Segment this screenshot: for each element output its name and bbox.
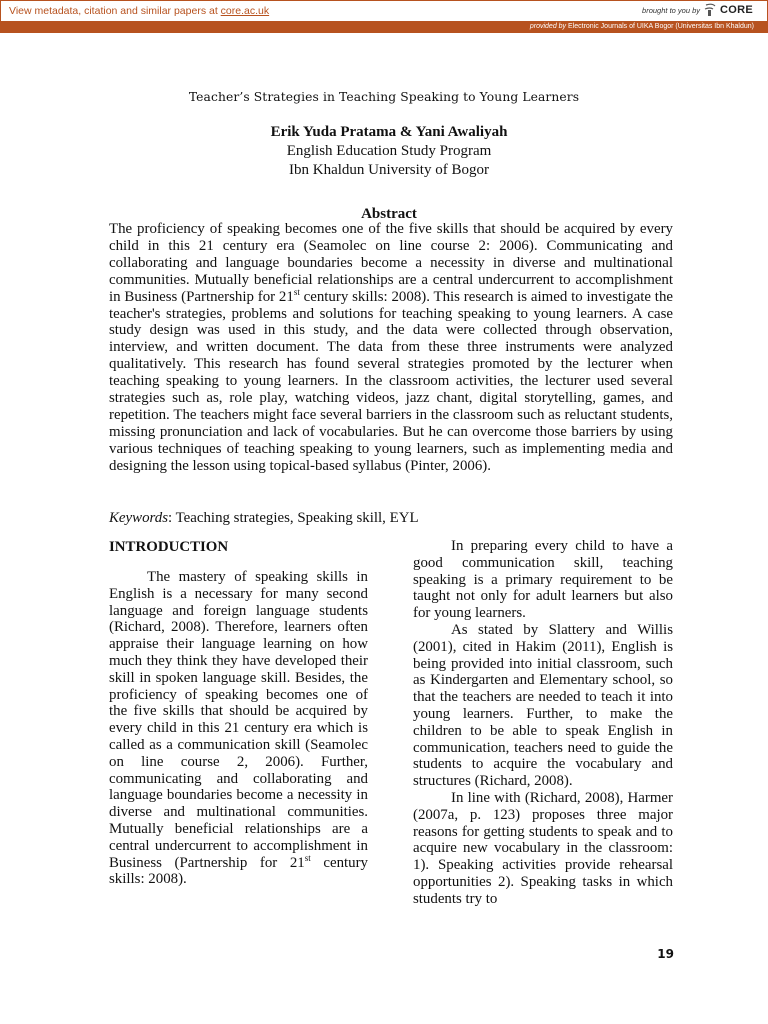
right-paragraph-3: In line with (Richard, 2008), Harmer (2007a, p. 123) proposes three major reasons for getting students to speak and to acquire new vocabulary in the classroom: 1). Speaking activities provide rehearsal opportunities 2). Speaking tasks in which students try to: [413, 789, 673, 907]
introduction-heading: INTRODUCTION: [109, 539, 229, 555]
abstract-text-part1: The proficiency of speaking becomes one of the five skills that should be acquired by every child in this 21 century era (Seamolec on line course 2: 2006). Communicating and collaborating and language boundaries become a necessity in diverse and multinational communities. Mutually beneficial relationships are a central undercurrent to accomplishment in Business (Partnership for 21: [109, 221, 673, 305]
paper-title: Teacher’s Strategies in Teaching Speaking to Young Learners: [188, 90, 580, 104]
left-column: [109, 538, 368, 888]
intro-paragraph-1-part1: The mastery of speaking skills in English is a necessary for many second language and foreign language students (Richard, 2008). Therefore, learners often appraise their language learning on how much they think they have developed their skill in spoken language skill. Besides, the proficiency of speaking becomes one of the five skills that should be acquired by every child in this 21 century era which is called as a communication skill (Seamolec on line course 2, 2006). Further, communicating and collaborating and language boundaries become a necessity in diverse and multinational communities. Mutually beneficial relationships are a central undercurrent to accomplishment in Business (Partnership for 21: [109, 569, 368, 871]
keywords-label: Keywords: [109, 510, 169, 526]
abstract-superscript: st: [293, 286, 300, 297]
core-provider-strip: [0, 21, 768, 33]
page-number: 19: [657, 947, 674, 961]
abstract-text: [109, 221, 673, 475]
core-brand-name: CORE: [720, 4, 753, 16]
abstract-heading: Abstract: [361, 206, 417, 222]
brought-by-label: brought to you by: [642, 5, 701, 15]
affiliation-university: Ibn Khaldun University of Bogor: [289, 162, 489, 178]
core-banner-top: [0, 0, 768, 22]
author-names: Erik Yuda Pratama & Yani Awaliyah: [270, 124, 508, 140]
provider-line: [530, 21, 754, 33]
provided-by-label: provided by: [529, 23, 567, 30]
keywords-line: [109, 510, 673, 527]
metadata-link-line: [9, 5, 269, 17]
metadata-link-prefix: View metadata, citation and similar papers at: [9, 5, 221, 17]
core-banner: [0, 0, 768, 33]
core-logo-icon: [703, 3, 717, 17]
core-branding[interactable]: [642, 3, 753, 17]
abstract-text-part2: century skills: 2008). This research is aimed to investigate the teacher's strategies, problems and solutions for teaching speaking to young learners. A case study design was used in this study, and the data were collected through observation, interview, and written document. The data from these three instruments were analyzed qualitatively. This research has found several strategies promoted by the lecturer when teaching speaking to young learners. In the classroom activities, the lecturer used several strategies such as, role play, watching videos, jazz chant, digital storytelling, games, and repetition. The teachers might face several barriers in the classroom such as reluctant students, missing pronunciation and lack of vocabularies. But he can overcome those barriers by using various techniques of teaching speaking to young learners, such as implementing media and designing the lesson using topical-based syllabus (Pinter, 2006).: [109, 288, 673, 474]
right-paragraph-2: As stated by Slattery and Willis (2001), cited in Hakim (2011), English is being provided into initial classroom, such as Kindergarten and Elementary school, so that the teachers are needed to teach it into young learners. Further, to make the children to be able to speak English in communication, teachers need to guide the students to acquire the vocabulary and structures (Richard, 2008).: [413, 621, 673, 790]
intro-superscript: st: [304, 852, 311, 863]
provider-name: Electronic Journals of UIKA Bogor (Universitas Ibn Khaldun): [566, 23, 754, 30]
keywords-text: : Teaching strategies, Speaking skill, EYL: [168, 510, 419, 526]
intro-paragraph-1-part2: century skills: 2008).: [109, 854, 369, 888]
right-paragraph-1: In preparing every child to have a good communication skill, teaching speaking is a primary requirement to be taught not only for adult learners but also for young learners.: [413, 538, 673, 622]
intro-paragraph-1: [109, 569, 368, 888]
core-ac-uk-link[interactable]: core.ac.uk: [220, 5, 270, 17]
right-column: [413, 538, 673, 908]
author-block: [0, 123, 768, 180]
affiliation-program: English Education Study Program: [286, 143, 492, 159]
